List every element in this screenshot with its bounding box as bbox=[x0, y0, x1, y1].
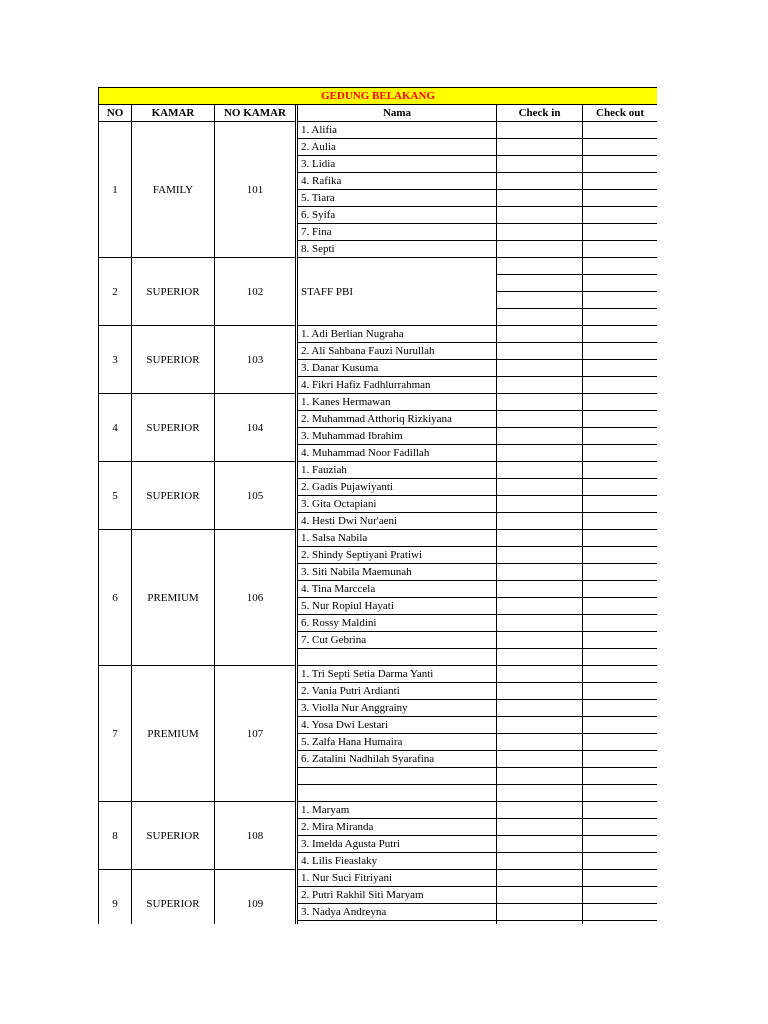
check-in-cell[interactable] bbox=[497, 751, 583, 768]
check-in-cell[interactable] bbox=[497, 411, 583, 428]
check-in-cell[interactable] bbox=[497, 326, 583, 343]
check-out-cell[interactable] bbox=[583, 275, 658, 292]
guest-name-cell[interactable] bbox=[298, 921, 497, 925]
check-in-cell[interactable] bbox=[497, 224, 583, 241]
check-in-cell[interactable] bbox=[497, 207, 583, 224]
header-no-kamar: NO KAMAR bbox=[215, 105, 296, 122]
room-number-cell: 106 bbox=[215, 530, 296, 666]
guest-name-cell[interactable]: 6. Zatalini Nadhilah Syarafina bbox=[298, 751, 497, 768]
guest-name-cell[interactable]: STAFF PBI bbox=[298, 258, 497, 326]
guest-name-cell[interactable] bbox=[298, 649, 497, 666]
column-gap bbox=[296, 292, 298, 309]
check-out-cell[interactable] bbox=[583, 904, 658, 921]
guest-name-cell[interactable]: 2. Aulia bbox=[298, 139, 497, 156]
check-out-cell[interactable] bbox=[583, 581, 658, 598]
table-row bbox=[99, 326, 658, 343]
check-out-cell[interactable] bbox=[583, 734, 658, 751]
table-row bbox=[99, 394, 658, 411]
check-in-cell[interactable] bbox=[497, 360, 583, 377]
guest-name-cell[interactable]: 1. Maryam bbox=[298, 802, 497, 819]
check-in-cell[interactable] bbox=[497, 139, 583, 156]
check-out-cell[interactable] bbox=[583, 445, 658, 462]
guest-name-cell[interactable]: 1. Nur Suci Fitriyani bbox=[298, 870, 497, 887]
guest-name-cell[interactable]: 3. Lidia bbox=[298, 156, 497, 173]
check-out-cell[interactable] bbox=[583, 683, 658, 700]
header-kamar: KAMAR bbox=[132, 105, 215, 122]
header-no: NO bbox=[99, 105, 132, 122]
check-in-cell[interactable] bbox=[497, 717, 583, 734]
guest-name-cell[interactable]: 6. Rossy Maldini bbox=[298, 615, 497, 632]
room-type-cell: PREMIUM bbox=[132, 530, 215, 666]
check-in-cell[interactable] bbox=[497, 734, 583, 751]
guest-name-cell[interactable]: 4. Muhammad Noor Fadillah bbox=[298, 445, 497, 462]
check-out-cell[interactable] bbox=[583, 785, 658, 802]
guest-name-cell[interactable]: 5. Nur Ropiul Hayati bbox=[298, 598, 497, 615]
guest-name-cell[interactable]: 3. Siti Nabila Maemunah bbox=[298, 564, 497, 581]
room-no-cell: 2 bbox=[99, 258, 132, 326]
guest-name-cell[interactable]: 3. Danar Kusuma bbox=[298, 360, 497, 377]
check-out-cell[interactable] bbox=[583, 564, 658, 581]
room-no-cell: 4 bbox=[99, 394, 132, 462]
check-in-cell[interactable] bbox=[497, 853, 583, 870]
check-out-cell[interactable] bbox=[583, 309, 658, 326]
guest-name-cell[interactable]: 4. Tina Marccela bbox=[298, 581, 497, 598]
column-gap bbox=[296, 309, 298, 326]
table-row bbox=[99, 258, 658, 275]
check-out-cell[interactable] bbox=[583, 207, 658, 224]
guest-name-cell[interactable]: 2. Gadis Pujawiyanti bbox=[298, 479, 497, 496]
check-out-cell[interactable] bbox=[583, 513, 658, 530]
check-out-cell[interactable] bbox=[583, 224, 658, 241]
header-check-in: Check in bbox=[497, 105, 583, 122]
table-row bbox=[99, 122, 658, 139]
check-in-cell[interactable] bbox=[497, 700, 583, 717]
check-out-cell[interactable] bbox=[583, 870, 658, 887]
guest-name-cell[interactable]: 3. Gita Octapiani bbox=[298, 496, 497, 513]
check-out-cell[interactable] bbox=[583, 326, 658, 343]
guest-name-cell[interactable]: 2. Muhammad Atthoriq Rizkiyana bbox=[298, 411, 497, 428]
check-in-cell[interactable] bbox=[497, 173, 583, 190]
check-in-cell[interactable] bbox=[497, 836, 583, 853]
room-no-cell: 3 bbox=[99, 326, 132, 394]
sheet-title: GEDUNG BELAKANG bbox=[99, 88, 658, 105]
room-no-cell: 8 bbox=[99, 802, 132, 870]
check-in-cell[interactable] bbox=[497, 564, 583, 581]
check-out-cell[interactable] bbox=[583, 190, 658, 207]
check-out-cell[interactable] bbox=[583, 394, 658, 411]
room-type-cell: SUPERIOR bbox=[132, 802, 215, 870]
check-in-cell[interactable] bbox=[497, 666, 583, 683]
check-in-cell[interactable] bbox=[497, 462, 583, 479]
guest-name-cell[interactable]: 4. Hesti Dwi Nur'aeni bbox=[298, 513, 497, 530]
check-in-cell[interactable] bbox=[497, 394, 583, 411]
room-no-cell: 6 bbox=[99, 530, 132, 666]
guest-name-cell[interactable]: 1. Fauziah bbox=[298, 462, 497, 479]
room-no-cell: 1 bbox=[99, 122, 132, 258]
room-no-cell: 7 bbox=[99, 666, 132, 802]
check-out-cell[interactable] bbox=[583, 343, 658, 360]
check-out-cell[interactable] bbox=[583, 258, 658, 275]
check-in-cell[interactable] bbox=[497, 768, 583, 785]
check-in-cell[interactable] bbox=[497, 513, 583, 530]
check-in-cell[interactable] bbox=[497, 428, 583, 445]
check-in-cell[interactable] bbox=[497, 904, 583, 921]
check-in-cell[interactable] bbox=[497, 241, 583, 258]
check-out-cell[interactable] bbox=[583, 768, 658, 785]
guest-name-cell[interactable]: 1. Adi Berlian Nugraha bbox=[298, 326, 497, 343]
check-in-cell[interactable] bbox=[497, 530, 583, 547]
room-type-cell: SUPERIOR bbox=[132, 258, 215, 326]
room-number-cell: 109 bbox=[215, 870, 296, 925]
check-out-cell[interactable] bbox=[583, 479, 658, 496]
check-in-cell[interactable] bbox=[497, 309, 583, 326]
check-out-cell[interactable] bbox=[583, 547, 658, 564]
check-out-cell[interactable] bbox=[583, 649, 658, 666]
check-in-cell[interactable] bbox=[497, 258, 583, 275]
guest-name-cell[interactable]: 3. Violla Nur Anggrainy bbox=[298, 700, 497, 717]
check-in-cell[interactable] bbox=[497, 649, 583, 666]
room-type-cell: PREMIUM bbox=[132, 666, 215, 802]
check-in-cell[interactable] bbox=[497, 343, 583, 360]
guest-name-cell[interactable]: 2. Shindy Septiyani Pratiwi bbox=[298, 547, 497, 564]
check-in-cell[interactable] bbox=[497, 445, 583, 462]
guest-name-cell[interactable]: 8. Septi bbox=[298, 241, 497, 258]
check-in-cell[interactable] bbox=[497, 921, 583, 925]
check-in-cell[interactable] bbox=[497, 785, 583, 802]
check-out-cell[interactable] bbox=[583, 615, 658, 632]
check-out-cell[interactable] bbox=[583, 751, 658, 768]
check-out-cell[interactable] bbox=[583, 292, 658, 309]
title-row bbox=[99, 88, 658, 105]
check-in-cell[interactable] bbox=[497, 122, 583, 139]
room-number-cell: 107 bbox=[215, 666, 296, 802]
check-in-cell[interactable] bbox=[497, 870, 583, 887]
table-row bbox=[99, 870, 658, 887]
check-out-cell[interactable] bbox=[583, 666, 658, 683]
room-type-cell: SUPERIOR bbox=[132, 462, 215, 530]
check-out-cell[interactable] bbox=[583, 173, 658, 190]
check-in-cell[interactable] bbox=[497, 887, 583, 904]
guest-name-cell[interactable]: 1. Kanes Hermawan bbox=[298, 394, 497, 411]
room-type-cell: SUPERIOR bbox=[132, 326, 215, 394]
header-row bbox=[99, 105, 658, 122]
header-nama: Nama bbox=[298, 105, 497, 122]
room-number-cell: 103 bbox=[215, 326, 296, 394]
check-in-cell[interactable] bbox=[497, 496, 583, 513]
table-row bbox=[99, 666, 658, 683]
guest-name-cell[interactable]: 2. Ali Sahbana Fauzi Nurullah bbox=[298, 343, 497, 360]
header-check-out: Check out bbox=[583, 105, 658, 122]
room-number-cell: 105 bbox=[215, 462, 296, 530]
room-number-cell: 101 bbox=[215, 122, 296, 258]
room-assignment-sheet bbox=[98, 87, 657, 924]
guest-name-cell[interactable]: 5. Zalfa Hana Humaira bbox=[298, 734, 497, 751]
check-in-cell[interactable] bbox=[497, 598, 583, 615]
check-out-cell[interactable] bbox=[583, 887, 658, 904]
room-table bbox=[98, 87, 657, 924]
check-in-cell[interactable] bbox=[497, 819, 583, 836]
guest-name-cell[interactable]: 2. Mira Miranda bbox=[298, 819, 497, 836]
room-type-cell: SUPERIOR bbox=[132, 870, 215, 925]
check-in-cell[interactable] bbox=[497, 275, 583, 292]
check-in-cell[interactable] bbox=[497, 802, 583, 819]
guest-name-cell[interactable] bbox=[298, 768, 497, 785]
column-gap bbox=[296, 275, 298, 292]
guest-name-cell[interactable]: 7. Cut Gebrina bbox=[298, 632, 497, 649]
check-in-cell[interactable] bbox=[497, 632, 583, 649]
guest-name-cell[interactable] bbox=[298, 785, 497, 802]
check-out-cell[interactable] bbox=[583, 496, 658, 513]
room-number-cell: 102 bbox=[215, 258, 296, 326]
check-out-cell[interactable] bbox=[583, 921, 658, 925]
check-out-cell[interactable] bbox=[583, 598, 658, 615]
guest-name-cell[interactable]: 5. Tiara bbox=[298, 190, 497, 207]
check-out-cell[interactable] bbox=[583, 853, 658, 870]
guest-name-cell[interactable]: 3. Muhammad Ibrahim bbox=[298, 428, 497, 445]
guest-name-cell[interactable]: 2. Vania Putri Ardianti bbox=[298, 683, 497, 700]
guest-name-cell[interactable]: 4. Rafika bbox=[298, 173, 497, 190]
guest-name-cell[interactable]: 1. Tri Septi Setia Darma Yanti bbox=[298, 666, 497, 683]
guest-name-cell[interactable]: 6. Syifa bbox=[298, 207, 497, 224]
check-out-cell[interactable] bbox=[583, 241, 658, 258]
check-out-cell[interactable] bbox=[583, 717, 658, 734]
check-in-cell[interactable] bbox=[497, 377, 583, 394]
check-out-cell[interactable] bbox=[583, 139, 658, 156]
check-in-cell[interactable] bbox=[497, 190, 583, 207]
check-out-cell[interactable] bbox=[583, 530, 658, 547]
guest-name-cell[interactable]: 3. Imelda Agusta Putri bbox=[298, 836, 497, 853]
room-number-cell: 104 bbox=[215, 394, 296, 462]
check-in-cell[interactable] bbox=[497, 292, 583, 309]
check-in-cell[interactable] bbox=[497, 547, 583, 564]
check-out-cell[interactable] bbox=[583, 462, 658, 479]
check-in-cell[interactable] bbox=[497, 683, 583, 700]
room-type-cell: FAMILY bbox=[132, 122, 215, 258]
check-in-cell[interactable] bbox=[497, 581, 583, 598]
check-out-cell[interactable] bbox=[583, 836, 658, 853]
check-out-cell[interactable] bbox=[583, 802, 658, 819]
room-type-cell: SUPERIOR bbox=[132, 394, 215, 462]
check-out-cell[interactable] bbox=[583, 377, 658, 394]
check-in-cell[interactable] bbox=[497, 156, 583, 173]
guest-name-cell[interactable]: 2. Putri Rakhil Siti Maryam bbox=[298, 887, 497, 904]
check-out-cell[interactable] bbox=[583, 360, 658, 377]
check-out-cell[interactable] bbox=[583, 411, 658, 428]
guest-name-cell[interactable]: 4. Lilis Fieaslaky bbox=[298, 853, 497, 870]
room-number-cell: 108 bbox=[215, 802, 296, 870]
table-row bbox=[99, 462, 658, 479]
table-row bbox=[99, 802, 658, 819]
check-in-cell[interactable] bbox=[497, 479, 583, 496]
check-out-cell[interactable] bbox=[583, 122, 658, 139]
check-out-cell[interactable] bbox=[583, 632, 658, 649]
guest-name-cell[interactable]: 1. Alifia bbox=[298, 122, 497, 139]
check-out-cell[interactable] bbox=[583, 700, 658, 717]
table-row bbox=[99, 530, 658, 547]
check-out-cell[interactable] bbox=[583, 156, 658, 173]
room-no-cell: 9 bbox=[99, 870, 132, 925]
guest-name-cell[interactable]: 1. Salsa Nabila bbox=[298, 530, 497, 547]
check-in-cell[interactable] bbox=[497, 615, 583, 632]
check-out-cell[interactable] bbox=[583, 819, 658, 836]
guest-name-cell[interactable]: 3. Nadya Andreyna bbox=[298, 904, 497, 921]
check-out-cell[interactable] bbox=[583, 428, 658, 445]
guest-name-cell[interactable]: 4. Yosa Dwi Lestari bbox=[298, 717, 497, 734]
room-no-cell: 5 bbox=[99, 462, 132, 530]
guest-name-cell[interactable]: 7. Fina bbox=[298, 224, 497, 241]
guest-name-cell[interactable]: 4. Fikri Hafiz Fadhlurrahman bbox=[298, 377, 497, 394]
